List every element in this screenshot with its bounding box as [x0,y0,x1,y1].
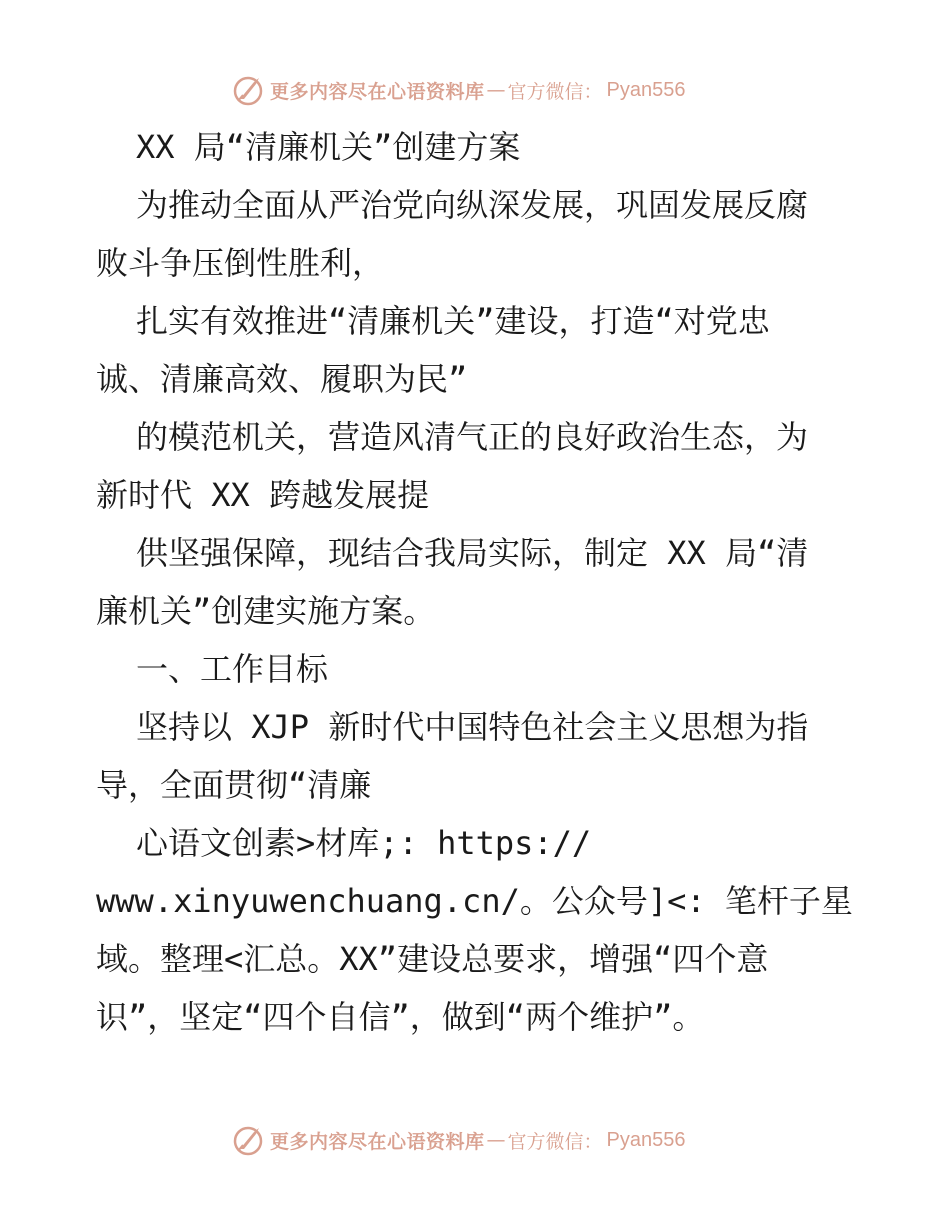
paragraph-line: 新时代 XX 跨越发展提 [96,476,430,514]
paragraph-line: 识”，坚定“四个自信”，做到“两个维护”。 [96,998,705,1036]
footer-watermark [232,1122,752,1158]
paragraph-line: 诚、清廉高效、履职为民” [96,360,468,398]
paragraph-line: 的模范机关，营造风清气正的良好政治生态，为 [136,418,809,456]
paragraph-line: 导，全面贯彻“清廉 [96,766,372,804]
quill-seal-icon [232,73,266,107]
header-watermark [232,72,752,108]
paragraph-line: 为推动全面从严治党向纵深发展，巩固发展反腐 [136,186,809,224]
document-body [96,118,856,1046]
paragraph-line: 坚持以 XJP 新时代中国特色社会主义思想为指 [136,708,809,746]
watermark-separator: — [486,79,506,101]
paragraph-line: 供坚强保障，现结合我局实际，制定 XX 局“清 [136,534,809,572]
quill-seal-icon [232,1123,266,1157]
watermark-wechat-label: 官方微信： [507,80,603,103]
paragraph-line: www.xinyuwenchuang.cn/。公众号]<: 笔杆子星 [96,882,853,920]
document-title: XX 局“清廉机关”创建方案 [136,128,521,166]
section-heading: 一、工作目标 [136,650,329,688]
watermark-wechat-label: 官方微信： [507,1130,603,1153]
watermark-wechat-id: Pyan556 [606,78,686,101]
paragraph-line: 败斗争压倒性胜利， [96,244,385,282]
watermark-text: 更多内容尽在心语资料库 [270,80,485,103]
paragraph-line: 扎实有效推进“清廉机关”建设，打造“对党忠 [136,302,770,340]
watermark-wechat-id: Pyan556 [606,1128,686,1151]
watermark-separator: — [486,1129,506,1151]
watermark-text: 更多内容尽在心语资料库 [270,1130,485,1153]
paragraph-line: 域。整理<汇总。XX”建设总要求，增强“四个意 [96,940,769,978]
paragraph-line: 心语文创素>材库;: https:// [136,824,592,862]
paragraph-line: 廉机关”创建实施方案。 [96,592,436,630]
